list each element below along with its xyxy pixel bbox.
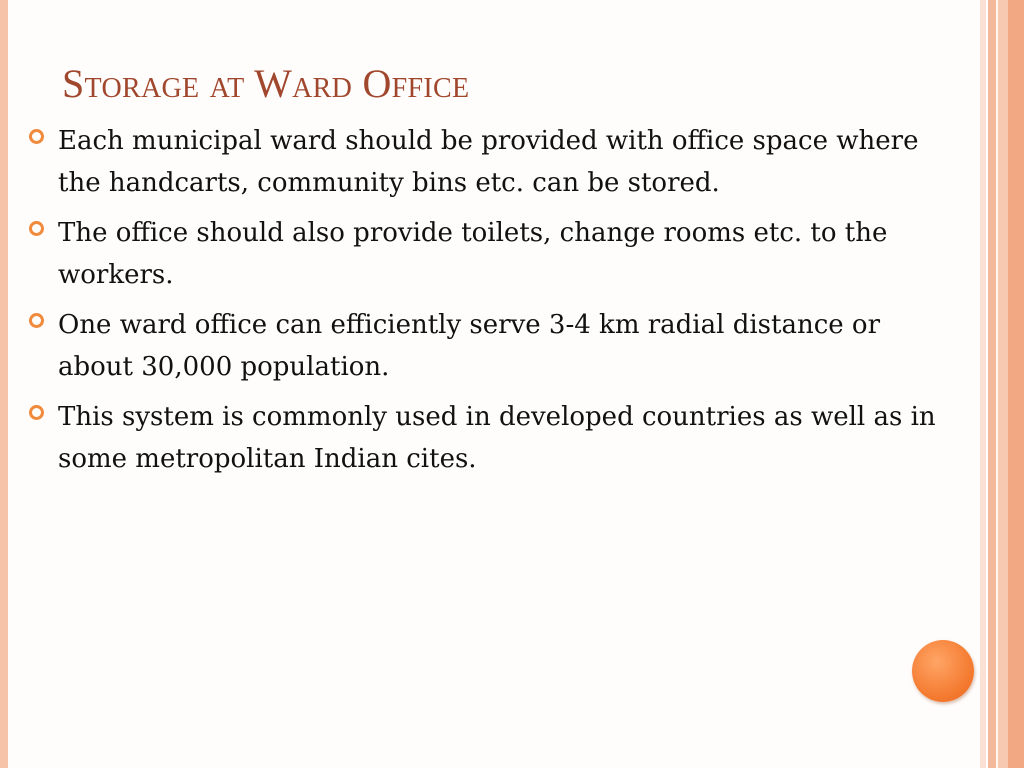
hollow-circle-bullet-icon <box>29 313 44 328</box>
bullet-text: One ward office can efficiently serve 3-4 km radial distance or about 30,000 population. <box>58 310 880 382</box>
bullet-list <box>20 120 960 488</box>
hollow-circle-bullet-icon <box>29 129 44 144</box>
bullet-item <box>20 304 960 388</box>
bullet-item <box>20 212 960 296</box>
right-stripe-decoration <box>980 0 1024 768</box>
orange-circle-icon <box>912 640 974 702</box>
slide-title: Storage at Ward Office <box>62 61 470 106</box>
hollow-circle-bullet-icon <box>29 221 44 236</box>
bullet-item <box>20 120 960 204</box>
bullet-text: The office should also provide toilets, change rooms etc. to the workers. <box>58 218 888 290</box>
bullet-item <box>20 396 960 480</box>
bullet-text: Each municipal ward should be provided with office space where the handcarts, community bins etc. can be stored. <box>58 126 919 198</box>
left-border-decoration <box>0 0 8 768</box>
hollow-circle-bullet-icon <box>29 405 44 420</box>
bullet-text: This system is commonly used in developed countries as well as in some metropolitan Indian cites. <box>58 402 936 474</box>
